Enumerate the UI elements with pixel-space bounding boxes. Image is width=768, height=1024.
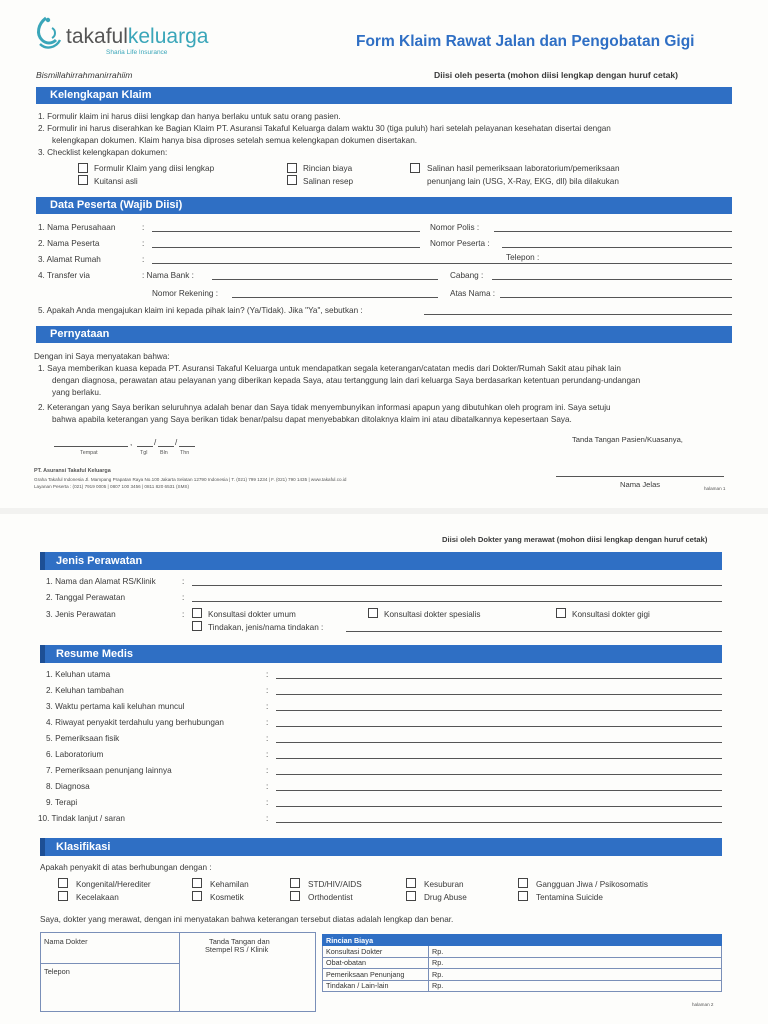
doctor-declaration: Saya, dokter yang merawat, dengan ini menyatakan bahwa keterangan tersebut diatas adalah lengkap dan benar. <box>40 915 454 924</box>
field-label-nopes: Nomor Peserta : <box>430 239 490 248</box>
label-nama-dokter: Nama Dokter <box>44 937 88 946</box>
checkbox-kuitansi[interactable] <box>78 175 88 185</box>
resume-field-8[interactable] <box>276 790 722 791</box>
checkbox-gangguan-jiwa[interactable] <box>518 878 528 888</box>
field-label-tanggal: 2. Tanggal Perawatan <box>46 593 126 602</box>
kelengkapan-item-2b: kelengkapan dokumen. Klaim hanya bisa diproses setelah semua kelengkapan dokumen disertakan. <box>52 136 418 145</box>
company-logo <box>32 14 222 60</box>
page-one <box>0 0 768 508</box>
table-row <box>323 969 722 981</box>
footer-address: Graha Takaful Indonesia Jl. Mampang Prapatan Raya No.100 Jakarta Selatan 12790 Indonesia | T. (021) 799 1234 | F. (021) 790 1435 | www.takaful.co.id <box>34 477 347 482</box>
resume-label-2: 2. Keluhan tambahan <box>46 686 124 695</box>
colon: : <box>142 223 145 232</box>
resume-field-2[interactable] <box>276 694 722 695</box>
checkbox-formulir[interactable] <box>78 163 88 173</box>
section-peserta-title: Data Peserta (Wajib Diisi) <box>50 199 183 211</box>
kelengkapan-item-3: 3. Checklist kelengkapan dokumen: <box>38 148 168 157</box>
resume-label-5: 5. Pemeriksaan fisik <box>46 734 120 743</box>
resume-label-6: 6. Laboratorium <box>46 750 104 759</box>
field-label-transfer: 4. Transfer via <box>38 271 90 280</box>
field-tanggal[interactable] <box>192 601 722 602</box>
doctor-box-hline <box>41 963 179 964</box>
field-tempat[interactable] <box>54 446 128 447</box>
option-kongenital: Kongenital/Herediter <box>76 880 151 889</box>
doctor-box-divider <box>179 933 180 1011</box>
field-tindakan[interactable] <box>346 631 722 632</box>
field-rekening[interactable] <box>232 297 438 298</box>
label-telepon-dokter: Telepon <box>44 967 70 976</box>
slash: / <box>154 438 157 447</box>
section-pernyataan-header <box>36 326 732 343</box>
label-tgl: Tgl <box>140 450 148 456</box>
section-resume-header <box>40 645 722 663</box>
colon: : <box>266 670 269 679</box>
checkbox-tentamina[interactable] <box>518 891 528 901</box>
checkbox-orthodentist[interactable] <box>290 891 300 901</box>
resume-label-1: 1. Keluhan utama <box>46 670 111 679</box>
field-label-rs: 1. Nama dan Alamat RS/Klinik <box>46 577 156 586</box>
cost-label: Konsultasi Dokter <box>323 946 429 958</box>
option-tindakan: Tindakan, jenis/nama tindakan : <box>208 623 324 632</box>
section-klasifikasi-title: Klasifikasi <box>56 841 111 853</box>
field-nomor-peserta[interactable] <box>502 247 732 248</box>
colon: : <box>182 610 185 619</box>
resume-label-3: 3. Waktu pertama kali keluhan muncul <box>46 702 185 711</box>
option-kesuburan: Kesuburan <box>424 880 464 889</box>
field-perusahaan[interactable] <box>152 231 420 232</box>
field-label-atas-nama: Atas Nama : <box>450 289 496 298</box>
table-row <box>323 946 722 958</box>
option-gangguan-jiwa: Gangguan Jiwa / Psikosomatis <box>536 880 648 889</box>
section-resume-title: Resume Medis <box>56 648 134 660</box>
label-bln: Bln <box>160 450 168 456</box>
resume-field-1[interactable] <box>276 678 722 679</box>
field-tanda-tangan[interactable] <box>556 476 724 477</box>
colon: : <box>266 686 269 695</box>
resume-field-10[interactable] <box>276 822 722 823</box>
section-peserta-header <box>36 197 732 214</box>
checkbox-tindakan[interactable] <box>192 621 202 631</box>
bismillah-text: Bismillahirrahmanirrahiim <box>36 70 133 80</box>
field-alamat[interactable] <box>152 263 732 264</box>
label-ttd-2: Stempel RS / Klinik <box>205 945 269 954</box>
colon: : <box>266 718 269 727</box>
cost-value-field[interactable]: Rp. <box>429 957 722 969</box>
page-number-1: halaman 1 <box>704 486 726 491</box>
field-label-pihak-lain: 5. Apakah Anda mengajukan klaim ini kepada pihak lain? (Ya/Tidak). Jika "Ya", sebutkan : <box>38 306 363 315</box>
option-dokter-gigi: Konsultasi dokter gigi <box>572 610 650 619</box>
checklist-lab-label-2: penunjang lain (USG, X-Ray, EKG, dll) bila dilakukan <box>427 177 619 186</box>
field-label-bank: : Nama Bank : <box>142 271 194 280</box>
doctor-box <box>40 932 316 1012</box>
field-label-polis: Nomor Polis : <box>430 223 480 232</box>
label-tempat: Tempat <box>80 450 98 456</box>
colon: : <box>266 750 269 759</box>
colon: : <box>266 814 269 823</box>
checkbox-kecelakaan[interactable] <box>58 891 68 901</box>
field-label-perusahaan: 1. Nama Perusahaan <box>38 223 116 232</box>
colon: : <box>182 593 185 602</box>
checkbox-rincian[interactable] <box>287 163 297 173</box>
label-nama-jelas: Nama Jelas <box>620 480 661 489</box>
option-kecelakaan: Kecelakaan <box>76 893 119 902</box>
page-number-2: halaman 2 <box>692 1002 714 1007</box>
klasifikasi-question: Apakah penyakit di atas berhubungan dengan : <box>40 863 212 872</box>
colon: : <box>266 702 269 711</box>
resume-field-6[interactable] <box>276 758 722 759</box>
fill-note-doctor: Diisi oleh Dokter yang merawat (mohon diisi lengkap dengan huruf cetak) <box>442 535 708 544</box>
table-row <box>323 957 722 969</box>
slash: / <box>175 438 178 447</box>
option-kosmetik: Kosmetik <box>210 893 244 902</box>
option-kehamilan: Kehamilan <box>210 880 249 889</box>
resume-label-10: 10. Tindak lanjut / saran <box>38 814 125 823</box>
fill-note-participant: Diisi oleh peserta (mohon diisi lengkap dengan huruf cetak) <box>434 70 679 80</box>
resume-field-5[interactable] <box>276 742 722 743</box>
checklist-kuitansi-label: Kuitansi asli <box>94 177 138 186</box>
section-kelengkapan-title: Kelengkapan Klaim <box>50 89 152 101</box>
field-bank[interactable] <box>212 279 438 280</box>
field-label-telepon: Telepon : <box>506 253 540 262</box>
form-title: Form Klaim Rawat Jalan dan Pengobatan Gigi <box>356 33 695 50</box>
checkbox-dokter-spesialis[interactable] <box>368 608 378 618</box>
checkbox-resep[interactable] <box>287 175 297 185</box>
checkbox-kesuburan[interactable] <box>406 878 416 888</box>
field-cabang[interactable] <box>492 279 732 280</box>
colon: : <box>142 239 145 248</box>
colon: : <box>266 734 269 743</box>
colon: : <box>142 255 145 264</box>
checkbox-kehamilan[interactable] <box>192 878 202 888</box>
kelengkapan-item-2: 2. Formulir ini harus diserahkan ke Bagian Klaim PT. Asuransi Takaful Keluarga dalam waktu 30 (tiga puluh) hari setelah pelayanan kesehatan disertai dengan <box>38 124 611 133</box>
resume-label-8: 8. Diagnosa <box>46 782 90 791</box>
rincian-biaya-table <box>322 934 722 992</box>
section-kelengkapan-header <box>36 87 732 104</box>
checkbox-kosmetik[interactable] <box>192 891 202 901</box>
brand-tagline: Sharia Life Insurance <box>106 49 168 56</box>
label-thn: Thn <box>180 450 190 456</box>
pernyataan-intro: Dengan ini Saya menyatakan bahwa: <box>34 352 170 361</box>
cost-value-field[interactable]: Rp. <box>429 980 722 992</box>
table-row <box>323 980 722 992</box>
checkbox-dokter-gigi[interactable] <box>556 608 566 618</box>
section-pernyataan-title: Pernyataan <box>50 328 110 340</box>
field-label-rekening: Nomor Rekening : <box>152 289 218 298</box>
section-jenis-title: Jenis Perawatan <box>56 555 143 567</box>
pernyataan-line-5: bahwa apabila keterangan yang Saya berikan tidak benar/palsu dapat menyebabkan ditolaknya klaim ini atau dibatalkannya kepesertaan Saya. <box>52 415 572 424</box>
field-label-jenis: 3. Jenis Perawatan <box>46 610 116 619</box>
checkbox-drug-abuse[interactable] <box>406 891 416 901</box>
field-tgl[interactable] <box>137 446 153 447</box>
checkbox-kongenital[interactable] <box>58 878 68 888</box>
pernyataan-line-2: dengan diagnosa, perawatan atau pelayanan yang diberikan kepada Saya, atau tertanggung lain dari keluarga Saya berdasarkan ketentuan perundang-undangan <box>52 376 641 385</box>
option-tentamina: Tentamina Suicide <box>536 893 603 902</box>
logo-mark-icon <box>32 14 66 56</box>
field-label-peserta: 2. Nama Peserta <box>38 239 100 248</box>
label-ttd-1: Tanda Tangan dan <box>209 937 270 946</box>
checkbox-lab[interactable] <box>410 163 420 173</box>
brand-wordmark <box>66 26 208 48</box>
checklist-formulir-label: Formulir Klaim yang diisi lengkap <box>94 164 215 173</box>
resume-field-9[interactable] <box>276 806 722 807</box>
resume-label-7: 7. Pemeriksaan penunjang lainnya <box>46 766 172 775</box>
section-klasifikasi-header <box>40 838 722 856</box>
cost-label: Tindakan / Lain-lain <box>323 980 429 992</box>
field-pihak-lain[interactable] <box>424 314 732 315</box>
checkbox-dokter-umum[interactable] <box>192 608 202 618</box>
colon: : <box>266 782 269 791</box>
option-dokter-umum: Konsultasi dokter umum <box>208 610 296 619</box>
footer-cs: Layanan Peserta : (021) 7919 0005 | 0807 100 3456 | 0811 820 6531 (SMS) <box>34 484 190 489</box>
brand-name-b: keluarga <box>127 25 209 48</box>
footer-company: PT. Asuransi Takaful Keluarga <box>34 468 111 474</box>
section-jenis-header <box>40 552 722 570</box>
resume-label-4: 4. Riwayat penyakit terdahulu yang berhubungan <box>46 718 224 727</box>
resume-field-7[interactable] <box>276 774 722 775</box>
resume-field-3[interactable] <box>276 710 722 711</box>
checklist-resep-label: Salinan resep <box>303 177 354 186</box>
option-std: STD/HIV/AIDS <box>308 880 362 889</box>
comma: , <box>130 438 133 447</box>
cost-label: Pemeriksaan Penunjang <box>323 969 429 981</box>
field-label-cabang: Cabang : <box>450 271 484 280</box>
option-drug-abuse: Drug Abuse <box>424 893 467 902</box>
rincian-title: Rincian Biaya <box>323 935 722 946</box>
field-label-alamat: 3. Alamat Rumah <box>38 255 101 264</box>
option-dokter-spesialis: Konsultasi dokter spesialis <box>384 610 481 619</box>
checklist-lab-label: Salinan hasil pemeriksaan laboratorium/pemeriksaan <box>427 164 620 173</box>
pernyataan-line-3: yang berlaku. <box>52 388 102 397</box>
checkbox-std[interactable] <box>290 878 300 888</box>
label-tanda-tangan: Tanda Tangan Pasien/Kuasanya, <box>572 435 683 444</box>
resume-field-4[interactable] <box>276 726 722 727</box>
field-thn[interactable] <box>179 446 195 447</box>
colon: : <box>182 577 185 586</box>
field-nama-peserta[interactable] <box>152 247 420 248</box>
kelengkapan-item-1: 1. Formulir klaim ini harus diisi lengkap dan hanya berlaku untuk satu orang pasien. <box>38 112 341 121</box>
colon: : <box>266 766 269 775</box>
field-rs[interactable] <box>192 585 722 586</box>
cost-value-field[interactable]: Rp. <box>429 946 722 958</box>
checklist-rincian-label: Rincian biaya <box>303 164 353 173</box>
colon: : <box>266 798 269 807</box>
field-atas-nama[interactable] <box>500 297 732 298</box>
pernyataan-line-1: 1. Saya memberikan kuasa kepada PT. Asuransi Takaful Keluarga untuk mendapatkan segala keterangan/catatan medis dari Dokter/Rumah Sakit atau pihak lain <box>38 364 621 373</box>
field-bln[interactable] <box>158 446 174 447</box>
brand-name-a: takaful <box>66 25 128 48</box>
cost-label: Obat-obatan <box>323 957 429 969</box>
pernyataan-line-4: 2. Keterangan yang Saya berikan seluruhnya adalah benar dan Saya tidak menyembunyikan informasi apapun yang dibutuhkan oleh program ini. Saya setuju <box>38 403 611 412</box>
option-orthodentist: Orthodentist <box>308 893 353 902</box>
resume-label-9: 9. Terapi <box>46 798 78 807</box>
page-two <box>0 514 768 1024</box>
field-polis[interactable] <box>494 231 732 232</box>
cost-value-field[interactable]: Rp. <box>429 969 722 981</box>
